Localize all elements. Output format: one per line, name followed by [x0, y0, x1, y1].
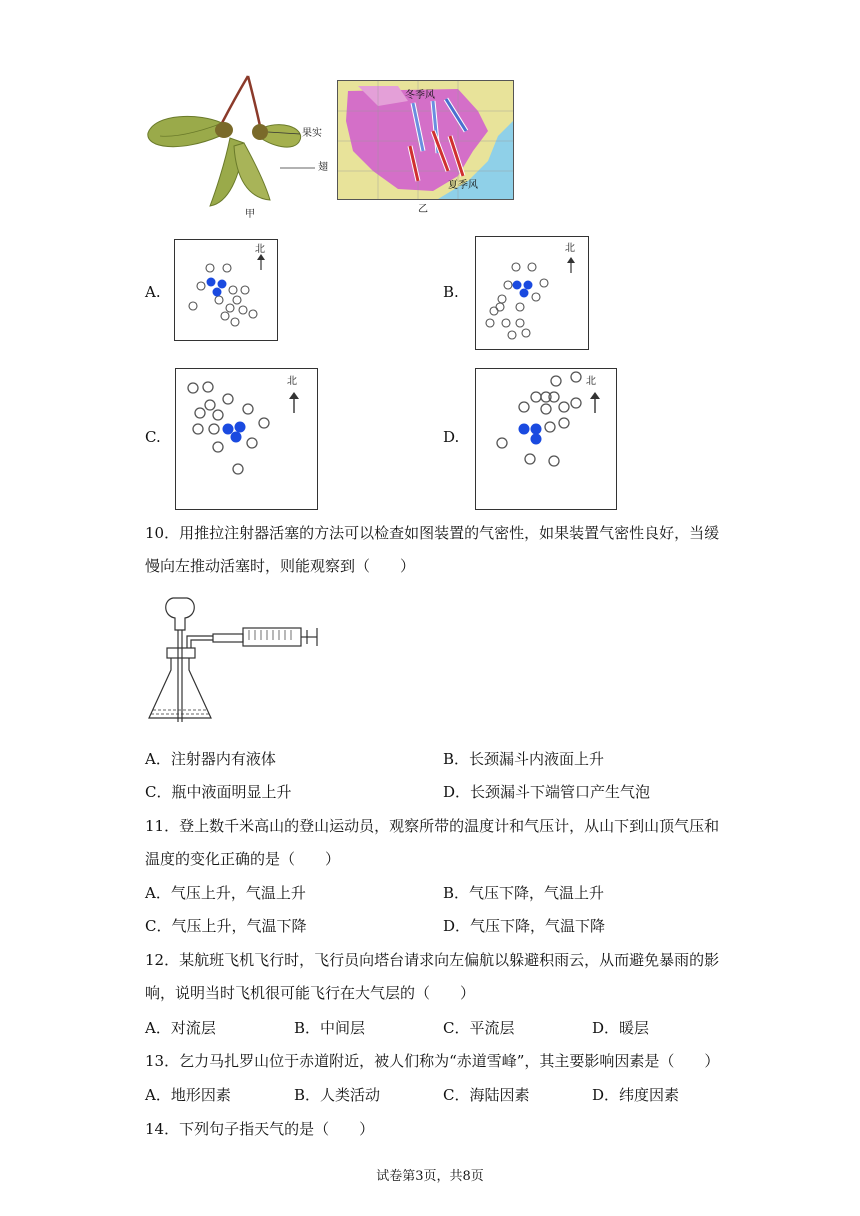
q11-option-b: B．气压下降，气温上升	[443, 884, 605, 902]
option-letter-d: D.	[443, 428, 460, 446]
option-letter-b: B.	[443, 283, 459, 301]
q12-stem-line2: 响，说明当时飞机很可能飞行在大气层的（ ）	[145, 984, 476, 1002]
north-label-d: 北	[586, 376, 596, 387]
north-label-c: 北	[287, 376, 297, 387]
label-winter-monsoon: 冬季风	[405, 90, 435, 101]
q11-stem-line2: 温度的变化正确的是（ ）	[145, 850, 341, 868]
q10-stem-line1: 10．用推拉注射器活塞的方法可以检查如图装置的气密性，如果装置气密性良好，当缓	[145, 524, 720, 542]
q12-stem-line1: 12．某航班飞机飞行时，飞行员向塔台请求向左偏航以躲避积雨云，从而避免暴雨的影	[145, 951, 720, 969]
q10-option-c: C．瓶中液面明显上升	[145, 783, 292, 801]
q13-option-b: B．人类活动	[294, 1086, 381, 1104]
option-letter-a: A.	[145, 283, 161, 301]
q10-stem-line2: 慢向左推动活塞时，则能观察到（ ）	[145, 557, 416, 575]
label-wing: 翅	[318, 162, 328, 173]
label-fruit: 果实	[302, 128, 322, 139]
q10-option-d: D．长颈漏斗下端管口产生气泡	[443, 783, 651, 801]
north-label-a: 北	[255, 244, 265, 255]
q13-option-c: C．海陆因素	[443, 1086, 530, 1104]
q12-option-a: A．对流层	[145, 1019, 216, 1037]
q11-option-a: A．气压上升，气温上升	[145, 884, 306, 902]
apparatus-illustration	[145, 590, 335, 730]
north-label-b: 北	[565, 243, 575, 254]
figure-airtight-apparatus	[145, 590, 335, 730]
label-summer-monsoon: 夏季风	[448, 180, 478, 191]
page-footer: 试卷第3页，共8页	[376, 1169, 484, 1184]
q13-option-a: A．地形因素	[145, 1086, 231, 1104]
q10-option-b: B．长颈漏斗内液面上升	[443, 750, 605, 768]
q12-option-b: B．中间层	[294, 1019, 366, 1037]
label-yi: 乙	[418, 204, 428, 215]
option-letter-c: C.	[145, 428, 161, 446]
q10-option-a: A．注射器内有液体	[145, 750, 276, 768]
q13-option-d: D．纬度因素	[592, 1086, 680, 1104]
q11-option-d: D．气压下降，气温下降	[443, 917, 606, 935]
q12-option-c: C．平流层	[443, 1019, 515, 1037]
q11-stem-line1: 11．登上数千米高山的登山运动员，观察所带的温度计和气压计，从山下到山顶气压和	[145, 817, 720, 835]
q12-option-d: D．暖层	[592, 1019, 650, 1037]
q14-stem: 14．下列句子指天气的是（ ）	[145, 1120, 375, 1138]
q11-option-c: C．气压上升，气温下降	[145, 917, 307, 935]
q13-stem: 13．乞力马扎罗山位于赤道附近，被人们称为“赤道雪峰”，其主要影响因素是（ ）	[145, 1052, 720, 1070]
label-jia: 甲	[245, 209, 255, 220]
